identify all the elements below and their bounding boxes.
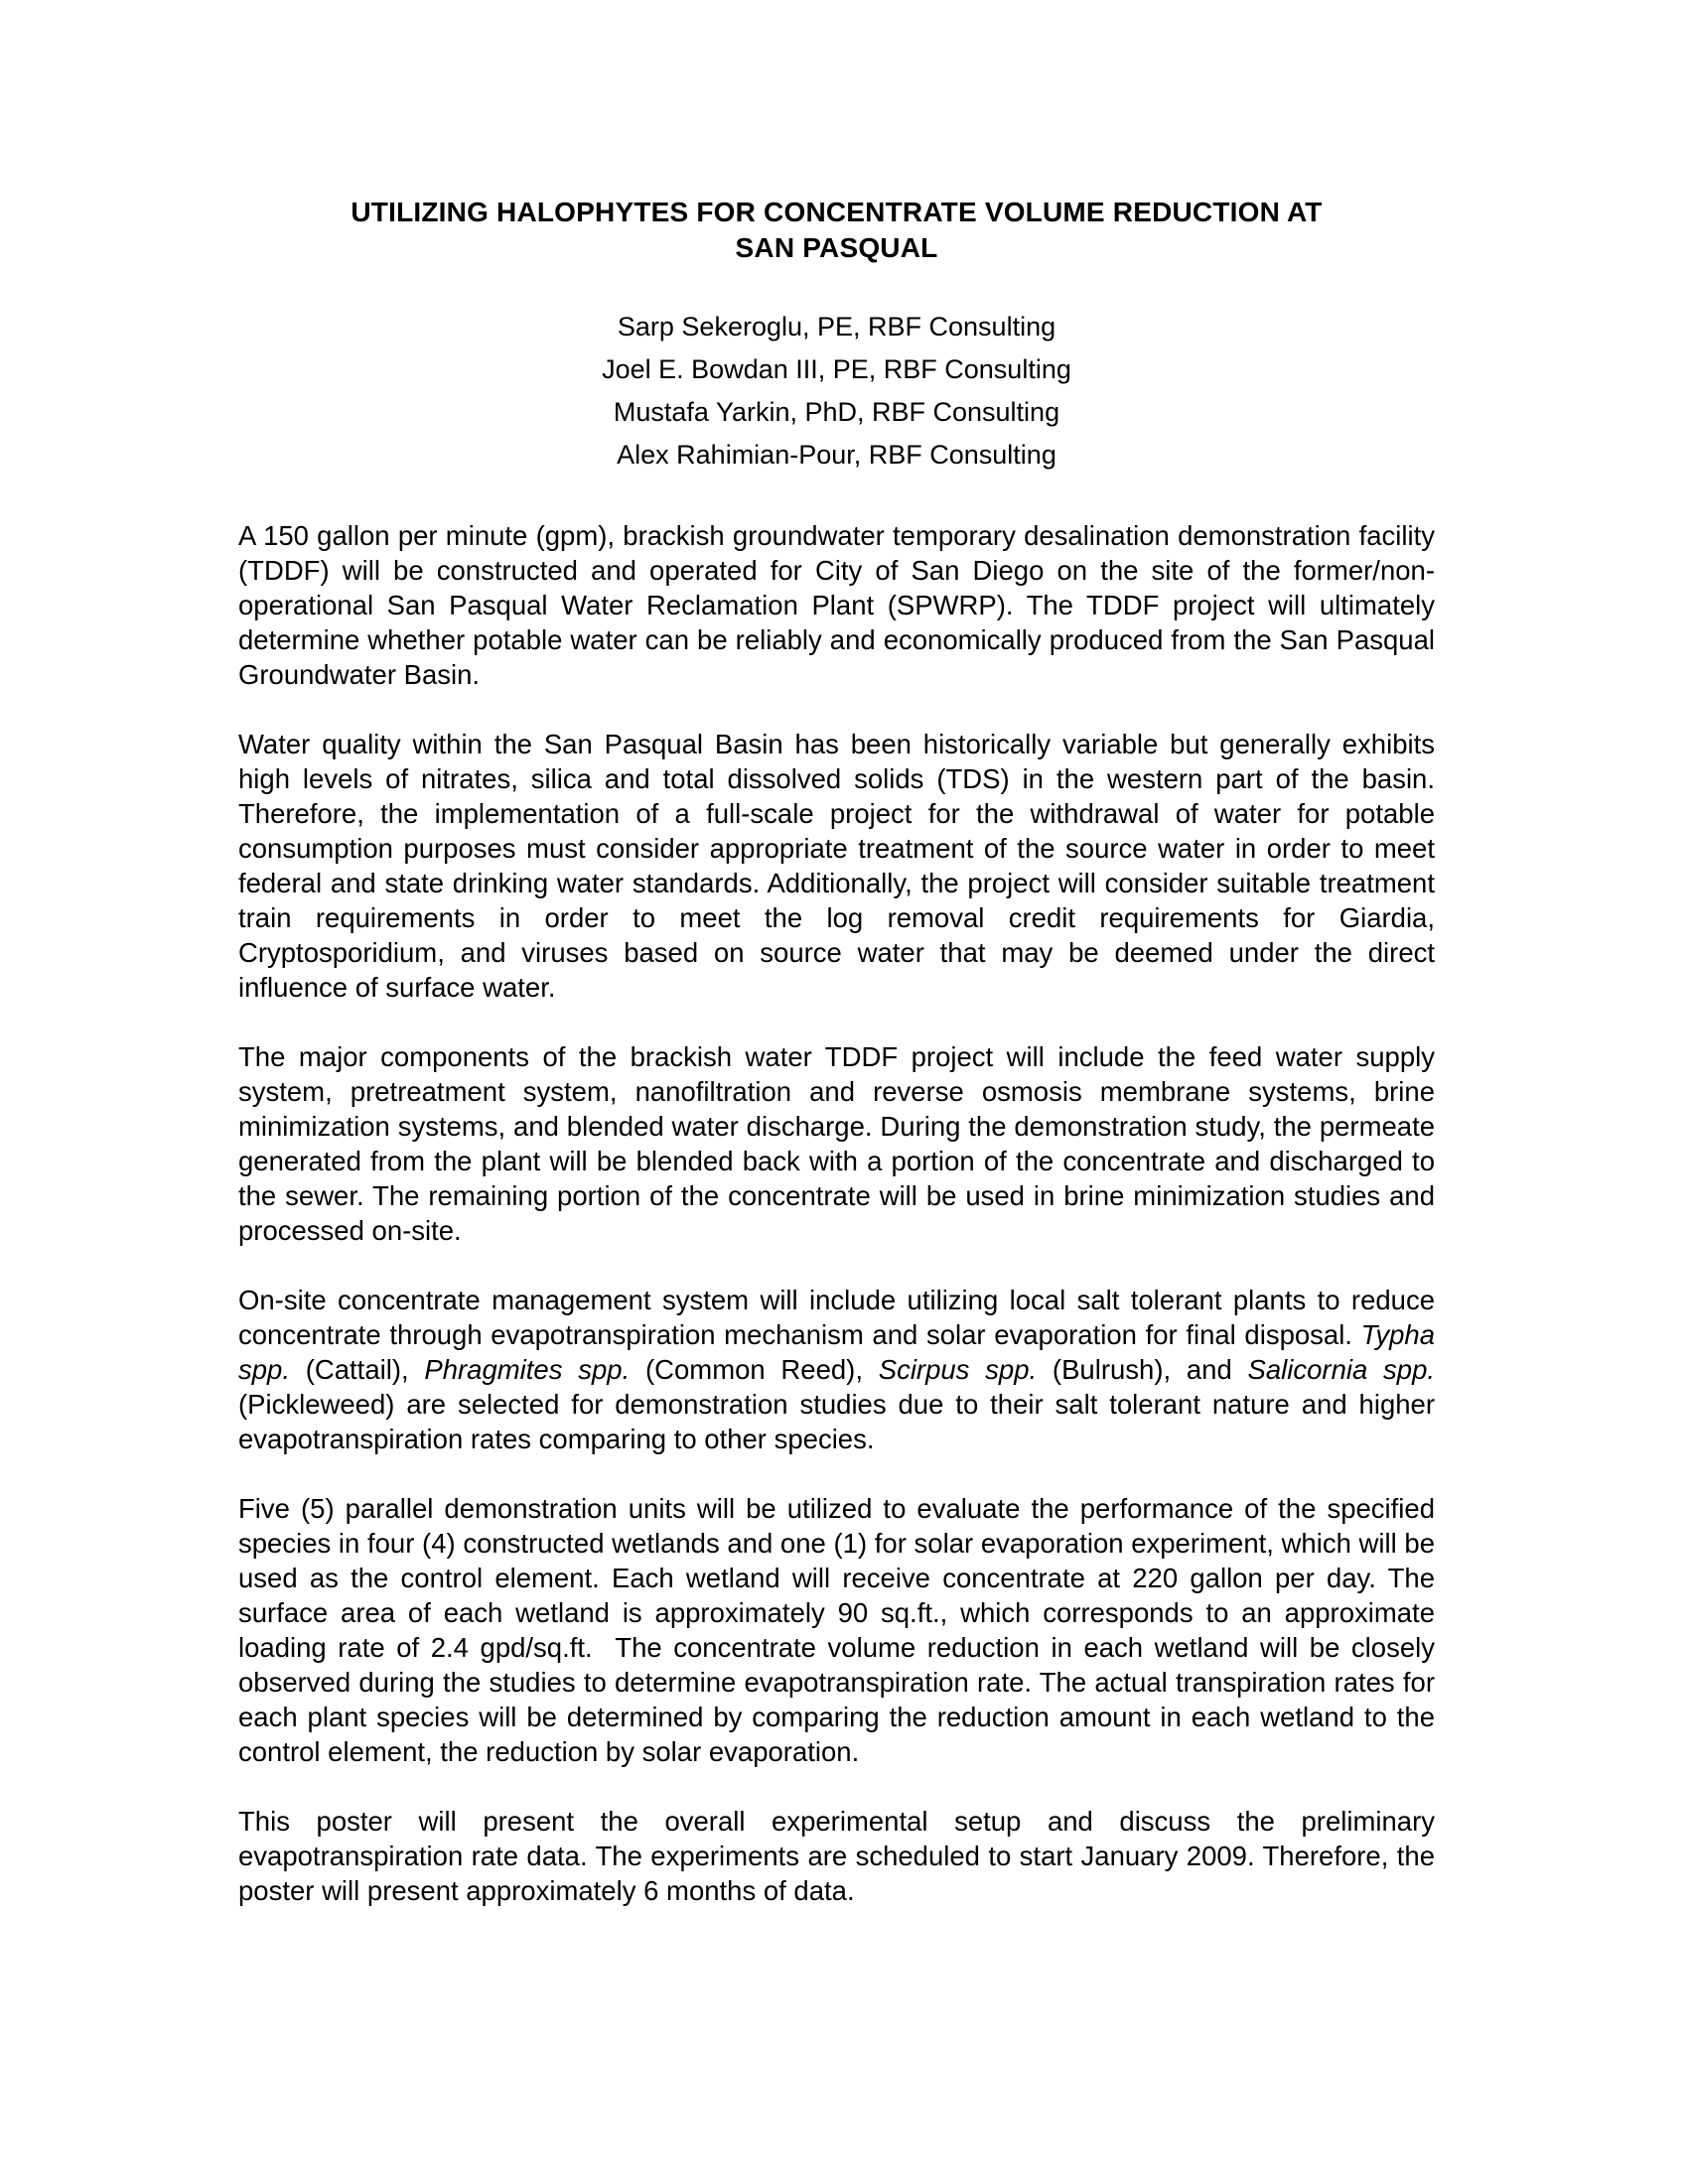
abstract-paragraph-4: [238, 1283, 1443, 1456]
paragraph-segment: Water quality within the San Pasqual Basin has been historically variable but generally exhibits high levels of nitrates, silica and total dissolved solids (TDS) in the western part of the basin. Therefore, the implementation of a full-scale project for the withdrawal of water for potable consumption purposes must consider appropriate treatment of the source water in order to meet federal and state drinking water standards. Additionally, the project will consider suitable treatment train requirements in order to meet the log removal credit requirements for Giardia, Cryptosporidium, and viruses based on source water that may be deemed under the direct influence of surface water.: [238, 729, 1451, 1003]
abstract-paragraph-3: [238, 1039, 1443, 1248]
abstract-paragraph-1: [238, 518, 1443, 692]
author-list: [238, 306, 1435, 477]
paragraph-segment: (Cattail),: [289, 1354, 425, 1385]
abstract-body: [238, 518, 1451, 1908]
paragraph-segment: The major components of the brackish water TDDF project will include the feed water supply system, pretreatment system, nanofiltration and reverse osmosis membrane systems, brine minimization systems, and blended water discharge. During the demonstration study, the permeate generated from the plant will be blended back with a portion of the concentrate and discharged to the sewer. The remaining portion of the concentrate will be used in brine minimization studies and processed on-site.: [238, 1041, 1443, 1246]
paragraph-segment: On-site concentrate management system will include utilizing local salt tolerant plants to reduce concentrate through evapotranspiration mechanism and solar evaporation for final disposal.: [238, 1285, 1443, 1350]
author-line-3: Mustafa Yarkin, PhD, RBF Consulting: [613, 397, 1060, 427]
document-title: [238, 195, 1435, 266]
species-name-phragmites: Phragmites spp.: [424, 1354, 631, 1385]
paragraph-segment: (Bulrush), and: [1037, 1354, 1248, 1385]
title-line-1: UTILIZING HALOPHYTES FOR CONCENTRATE VOLUME REDUCTION AT: [351, 197, 1323, 227]
abstract-paragraph-5: [238, 1491, 1443, 1769]
species-name-salicornia: Salicornia spp.: [1247, 1354, 1435, 1385]
document-content-column: [238, 0, 1451, 1943]
paragraph-segment: This poster will present the overall experimental setup and discuss the preliminary evapotranspiration rate data. The experiments are scheduled to start January 2009. Therefore, the poster will present approximately 6 months of data.: [238, 1806, 1443, 1906]
author-line-4: Alex Rahimian-Pour, RBF Consulting: [617, 440, 1056, 470]
paragraph-segment: Five (5) parallel demonstration units will be utilized to evaluate the performance of the specified species in four (4) constructed wetlands and one (1) for solar evaporation experiment, which will be used as the control element. Each wetland will receive concentrate at 220 gallon per day. The surface area of each wetland is approximately 90 sq.ft., which corresponds to an approximate loading rate of 2.4 gpd/sq.ft. The concentrate volume reduction in each wetland will be closely observed during the studies to determine evapotranspiration rate. The actual transpiration rates for each plant species will be determined by comparing the reduction amount in each wetland to the control element, the reduction by solar evaporation.: [238, 1493, 1443, 1767]
species-name-scirpus: Scirpus spp.: [878, 1354, 1038, 1385]
title-line-2: SAN PASQUAL: [735, 232, 938, 263]
author-line-2: Joel E. Bowdan III, PE, RBF Consulting: [602, 354, 1071, 384]
abstract-paragraph-2: [238, 727, 1451, 1005]
paragraph-segment: A 150 gallon per minute (gpm), brackish groundwater temporary desalination demonstration facility (TDDF) will be constructed and operated for City of San Diego on the site of the former/non-operational San Pasqual Water Reclamation Plant (SPWRP). The TDDF project will ultimately determine whether potable water can be reliably and economically produced from the San Pasqual Groundwater Basin.: [238, 520, 1443, 690]
paragraph-segment: (Common Reed),: [630, 1354, 879, 1385]
species-name-typha: Typha spp.: [238, 1319, 1443, 1385]
author-line-1: Sarp Sekeroglu, PE, RBF Consulting: [617, 312, 1056, 341]
abstract-paragraph-6: [238, 1804, 1443, 1908]
paragraph-segment: (Pickleweed) are selected for demonstration studies due to their salt tolerant nature and higher evapotranspiration rates comparing to other species.: [238, 1354, 1443, 1454]
